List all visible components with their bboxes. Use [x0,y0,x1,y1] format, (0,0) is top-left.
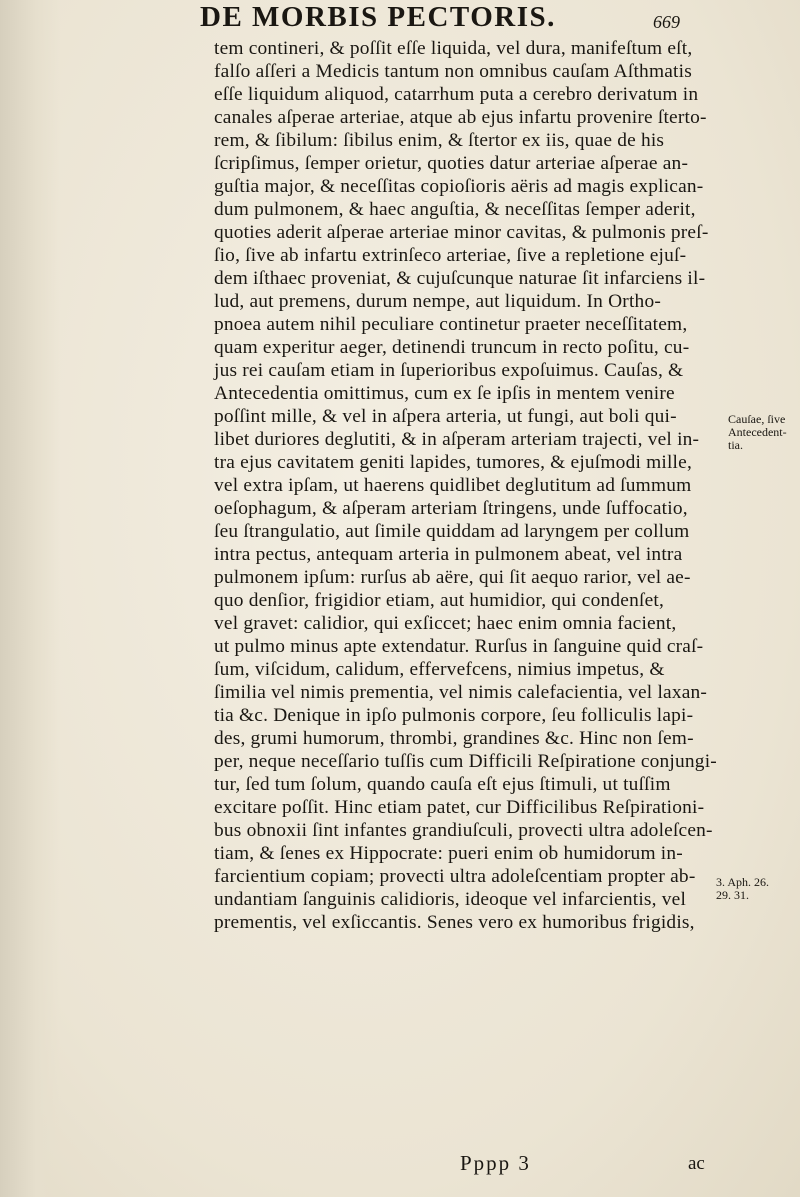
text-line: quoties aderit aſperae arteriae minor cavitas, & pulmonis preſ- [214,222,709,243]
text-line: tia &c. Denique in ipſo pulmonis corpore, ſeu folliculis lapi- [214,705,694,726]
text-line: ſio, ſive ab infartu extrinſeco arteriae, ſive a repletione ejuſ- [214,245,687,266]
text-line: ſeu ſtrangulatio, aut ſimile quiddam ad laryngem per collum [214,521,690,542]
running-title: DE MORBIS PECTORIS. [200,1,556,33]
margin-note-causae [728,413,787,452]
margin-note-line: tia. [728,438,743,452]
text-line: oeſophagum, & aſperam arteriam ſtringens, unde ſuffocatio, [214,498,688,519]
text-line: tur, ſed tum ſolum, quando cauſa eſt ejus ſtimuli, ut tuſſim [214,774,671,795]
text-line: vel extra ipſam, ut haerens quidlibet deglutitum ad ſummum [214,475,692,496]
body-text [214,37,717,934]
text-line: tra ejus cavitatem geniti lapides, tumores, & ejuſmodi mille, [214,452,693,473]
page-footer [460,1151,720,1181]
text-line: pulmonem ipſum: rurſus ab aëre, qui ſit aequo rarior, vel ae- [214,567,691,588]
margin-note-line: Antecedent- [728,425,787,439]
text-line: vel gravet: calidior, qui exſiccet; haec enim omnia facient, [214,613,677,634]
text-line: rem, & ſibilum: ſibilus enim, & ſtertor ex iis, quae de his [214,130,665,151]
text-line: ut pulmo minus apte extendatur. Rurſus in ſanguine quid craſ- [214,636,704,657]
text-line: ſimilia vel nimis prementia, vel nimis calefacientia, vel laxan- [214,682,708,703]
margin-note-line: Cauſae, ſive [728,412,786,426]
text-line: farcientium copiam; provecti ultra adoleſcentiam propter ab- [214,866,696,887]
text-line: libet duriores deglutiti, & in aſperam arteriam trajecti, vel in- [214,429,700,450]
text-line: lud, aut premens, durum nempe, aut liquidum. In Ortho- [214,291,662,312]
text-line: undantiam ſanguinis calidioris, ideoque vel infarcientis, vel [214,889,687,910]
text-line: des, grumi humorum, thrombi, grandines &c. Hinc non ſem- [214,728,694,749]
text-line: Antecedentia omittimus, cum ex ſe ipſis in mentem venire [214,383,675,404]
text-line: pnoea autem nihil peculiare continetur praeter neceſſitatem, [214,314,688,335]
text-line: poſſint mille, & vel in aſpera arteria, ut fungi, aut boli qui- [214,406,677,427]
text-line: ſum, viſcidum, calidum, effervefcens, nimius impetus, & [214,659,665,680]
text-line: dem iſthaec proveniat, & cujuſcunque naturae ſit infarciens il- [214,268,706,289]
page-header [160,0,720,40]
text-line: ſcripſimus, ſemper orietur, quoties datur arteriae aſperae an- [214,153,689,174]
text-line: quam experitur aeger, detinendi truncum in recto poſitu, cu- [214,337,690,358]
text-line: quo denſior, frigidior etiam, aut humidior, qui condenſet, [214,590,665,611]
text-line: falſo aſſeri a Medicis tantum non omnibus cauſam Aſthmatis [214,61,692,82]
text-line: bus obnoxii ſint infantes grandiuſculi, provecti ultra adoleſcen- [214,820,713,841]
text-line: guſtia major, & neceſſitas copioſioris aëris ad magis explican- [214,176,704,197]
margin-note-aphorism-ref [716,876,769,902]
text-line: excitare poſſit. Hinc etiam patet, cur Difficilibus Reſpirationi- [214,797,705,818]
text-line: per, neque neceſſario tuſſis cum Difficili Reſpiratione conjungi- [214,751,717,772]
text-line: eſſe liquidum aliquod, catarrhum puta a cerebro derivatum in [214,84,699,105]
text-line: canales aſperae arteriae, atque ab ejus infartu provenire ſterto- [214,107,707,128]
text-line: prementis, vel exſiccantis. Senes vero ex humoribus frigidis, [214,912,695,933]
page-number: 669 [653,12,680,32]
signature-mark: Pppp 3 [460,1151,531,1175]
margin-note-line: 3. Aph. 26. [716,875,770,889]
margin-note-line: 29. 31. [716,888,749,902]
text-line: tiam, & ſenes ex Hippocrate: pueri enim ob humidorum in- [214,843,683,864]
text-line: jus rei cauſam etiam in ſuperioribus expoſuimus. Cauſas, & [214,360,684,381]
catchword: ac [688,1153,705,1174]
text-line: tem contineri, & poſſit eſſe liquida, vel dura, manifeſtum eſt, [214,38,693,59]
page-gutter-shadow [0,0,60,1197]
text-line: dum pulmonem, & haec anguſtia, & neceſſitas ſemper aderit, [214,199,696,220]
text-line: intra pectus, antequam arteria in pulmonem abeat, vel intra [214,544,683,565]
